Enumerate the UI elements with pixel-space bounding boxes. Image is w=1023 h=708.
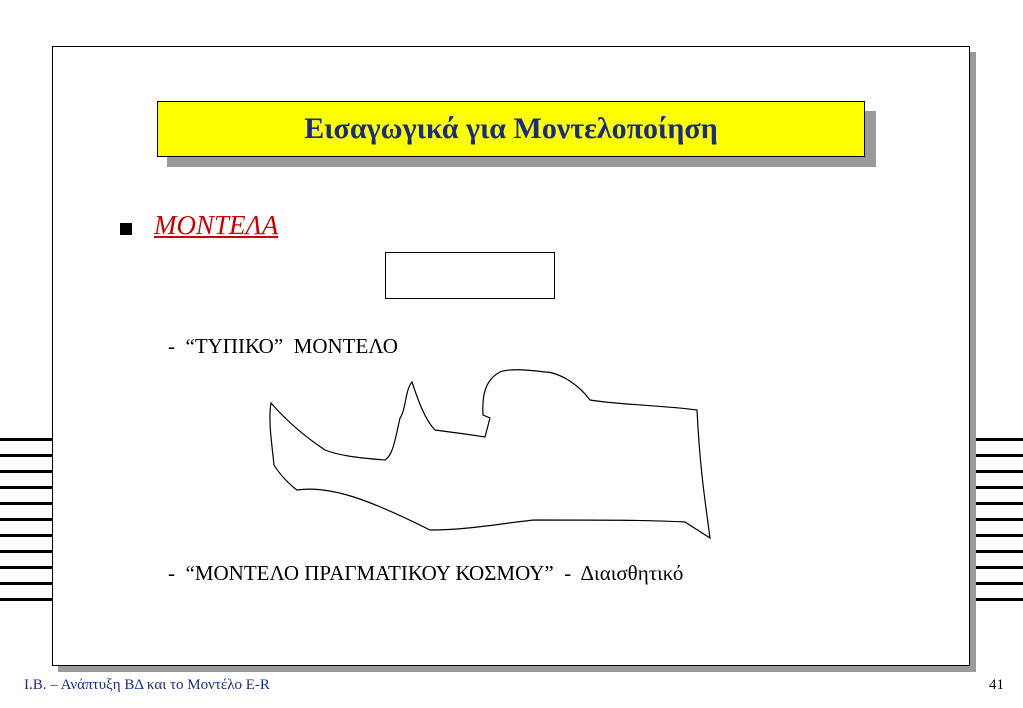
typical-model-item: - “ΤΥΠΙΚΟ” ΜΟΝΤΕΛΟ xyxy=(168,334,398,358)
footer-course-title: Ι.Β. – Ανάπτυξη ΒΔ και το Μοντέλο Ε-R xyxy=(24,677,270,693)
slide-title: Εισαγωγικά για Μοντελοποίηση xyxy=(304,112,718,145)
real-world-model-item: - “ΜΟΝΤΕΛΟ ΠΡΑΓΜΑΤΙΚΟΥ ΚΟΣΜΟΥ” - Διαισθητικό xyxy=(168,561,684,585)
page-number: 41 xyxy=(989,677,1004,693)
section-heading: ΜΟΝΤΕΛΑ xyxy=(154,210,279,240)
